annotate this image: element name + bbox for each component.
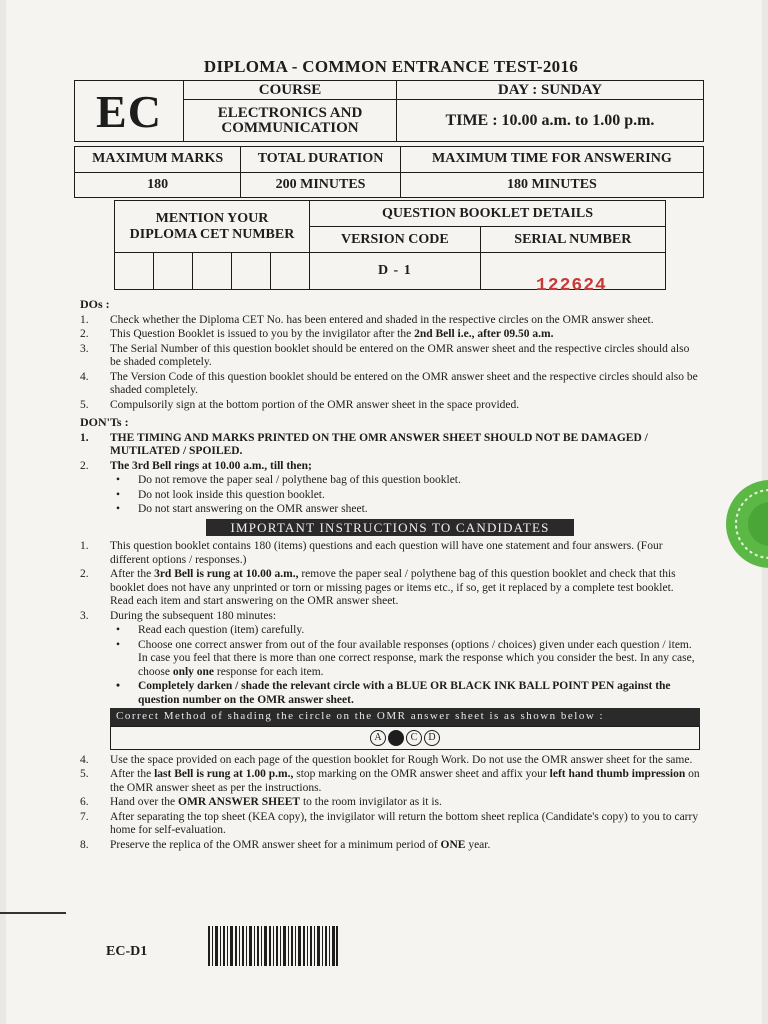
instruction-item: 8. Preserve the replica of the OMR answer sheet for a minimum period of ONE year. xyxy=(80,838,491,851)
instructions-banner: IMPORTANT INSTRUCTIONS TO CANDIDATES xyxy=(206,519,574,537)
instruction-item: 1. This question booklet contains 180 (items) questions and each question will have one statement and four answers. (Four different options / responses.) xyxy=(80,540,663,566)
dos-item: 1. Check whether the Diploma CET No. has been entered and shaded in the respective circles on the OMR answer sheet. xyxy=(80,313,654,326)
page-edge-line xyxy=(0,912,66,914)
donts-item: 2. The 3rd Bell rings at 10.00 a.m., till then; xyxy=(80,459,312,472)
option-circle-a: A xyxy=(370,730,386,746)
donts-heading: DON'Ts : xyxy=(80,415,129,429)
marks-table xyxy=(74,146,704,198)
instruction-bullet: • Read each question (item) carefully. xyxy=(110,624,700,638)
booklet-details-label: QUESTION BOOKLET DETAILS xyxy=(310,201,666,227)
option-circle-d: D xyxy=(424,730,440,746)
shading-example xyxy=(110,726,700,750)
shading-method-heading: Correct Method of shading the circle on the OMR answer sheet is as shown below : xyxy=(110,708,700,726)
instruction-item: 5. After the last Bell is rung at 1.00 p.m., stop marking on the OMR answer sheet and affix your left hand thumb impression on the OMR answer sheet as per the instructions. xyxy=(80,768,700,794)
exam-time: TIME : 10.00 a.m. to 1.00 p.m. xyxy=(397,100,704,142)
course-name-line2: COMMUNICATION xyxy=(221,119,359,136)
max-marks-value: 180 xyxy=(75,172,241,198)
instruction-bullet: • Completely darken / shade the relevant circle with a BLUE OR BLACK INK BALL POINT PEN against the question number on the OMR answer sheet. xyxy=(110,680,700,707)
dos-item: 2. This Question Booklet is issued to you by the invigilator after the 2nd Bell i.e., after 09.50 a.m. xyxy=(80,328,554,340)
answer-time-label: MAXIMUM TIME FOR ANSWERING xyxy=(400,147,703,173)
serial-number-label: SERIAL NUMBER xyxy=(480,227,665,253)
instruction-item: 7. After separating the top sheet (KEA copy), the invigilator will return the bottom sheet replica (Candidate's copy) to you to carry home for self-evaluation. xyxy=(80,810,699,836)
option-circle-b-filled xyxy=(388,730,404,746)
instruction-item: 6. Hand over the OMR ANSWER SHEET to the room invigilator as it is. xyxy=(80,796,442,808)
instruction-bullet: • Choose one correct answer from out of the four available responses (options / choices) given under each question / item. In case you feel that there is more than one correct response, mark the response which you consider the best. In any case, choose only one response for each item. xyxy=(110,639,700,680)
answer-time-value: 180 MINUTES xyxy=(400,172,703,198)
seal-sticker-icon xyxy=(722,476,768,572)
option-circle-c: C xyxy=(406,730,422,746)
dos-item: 3. The Serial Number of this question booklet should be entered on the OMR answer sheet and the respective circles should also be shaded completely. xyxy=(80,342,690,368)
cet-digit-box[interactable] xyxy=(271,253,310,290)
donts-bullet: • Do not remove the paper seal / polythene bag of this question booklet. xyxy=(110,474,700,488)
cet-digit-box[interactable] xyxy=(232,253,271,290)
cet-digit-box[interactable] xyxy=(193,253,232,290)
question-booklet-page xyxy=(6,0,762,1024)
dos-heading: DOs : xyxy=(80,297,110,311)
course-table xyxy=(74,80,704,142)
donts-item: 1. THE TIMING AND MARKS PRINTED ON THE OMR ANSWER SHEET SHOULD NOT BE DAMAGED / MUTILATED / SPOILED. xyxy=(80,431,648,457)
duration-value: 200 MINUTES xyxy=(241,172,401,198)
barcode-icon xyxy=(208,926,338,966)
course-label: COURSE xyxy=(184,81,397,100)
exam-title: DIPLOMA - COMMON ENTRANCE TEST-2016 xyxy=(203,57,579,76)
instruction-item: 2. After the 3rd Bell is rung at 10.00 a.m., remove the paper seal / polythene bag of this question booklet and check that this booklet does not have any unprinted or torn or missing pages or items etc., if so, get it replaced by a complete test booklet. Read each item and start answering on the OMR answer sheet. xyxy=(80,568,676,607)
booklet-code: EC-D1 xyxy=(106,944,148,959)
version-code-label: VERSION CODE xyxy=(310,227,481,253)
max-marks-label: MAXIMUM MARKS xyxy=(75,147,241,173)
duration-label: TOTAL DURATION xyxy=(241,147,401,173)
instructions-body xyxy=(80,294,700,853)
version-code-value: D - 1 xyxy=(310,253,481,290)
course-name xyxy=(184,100,397,142)
instruction-item: 4. Use the space provided on each page of the question booklet for Rough Work. Do not use the OMR answer sheet for the same. xyxy=(80,753,693,766)
day-label: DAY : SUNDAY xyxy=(397,81,704,100)
course-code: EC xyxy=(75,81,184,142)
instruction-item: 3. During the subsequent 180 minutes: xyxy=(80,609,277,622)
dos-item: 5. Compulsorily sign at the bottom portion of the OMR answer sheet in the space provided. xyxy=(80,398,520,411)
serial-number-value: 122624 xyxy=(536,276,607,296)
donts-bullet: • Do not look inside this question booklet. xyxy=(110,489,700,503)
cet-digit-box[interactable] xyxy=(154,253,193,290)
dos-item: 4. The Version Code of this question booklet should be entered on the OMR answer sheet and the respective circles should also be shaded completely. xyxy=(80,370,698,396)
course-name-line1: ELECTRONICS AND xyxy=(217,104,363,121)
cet-digit-box[interactable] xyxy=(115,253,154,290)
cet-number-label: MENTION YOUR DIPLOMA CET NUMBER xyxy=(115,201,310,253)
donts-bullet: • Do not start answering on the OMR answer sheet. xyxy=(110,503,700,517)
